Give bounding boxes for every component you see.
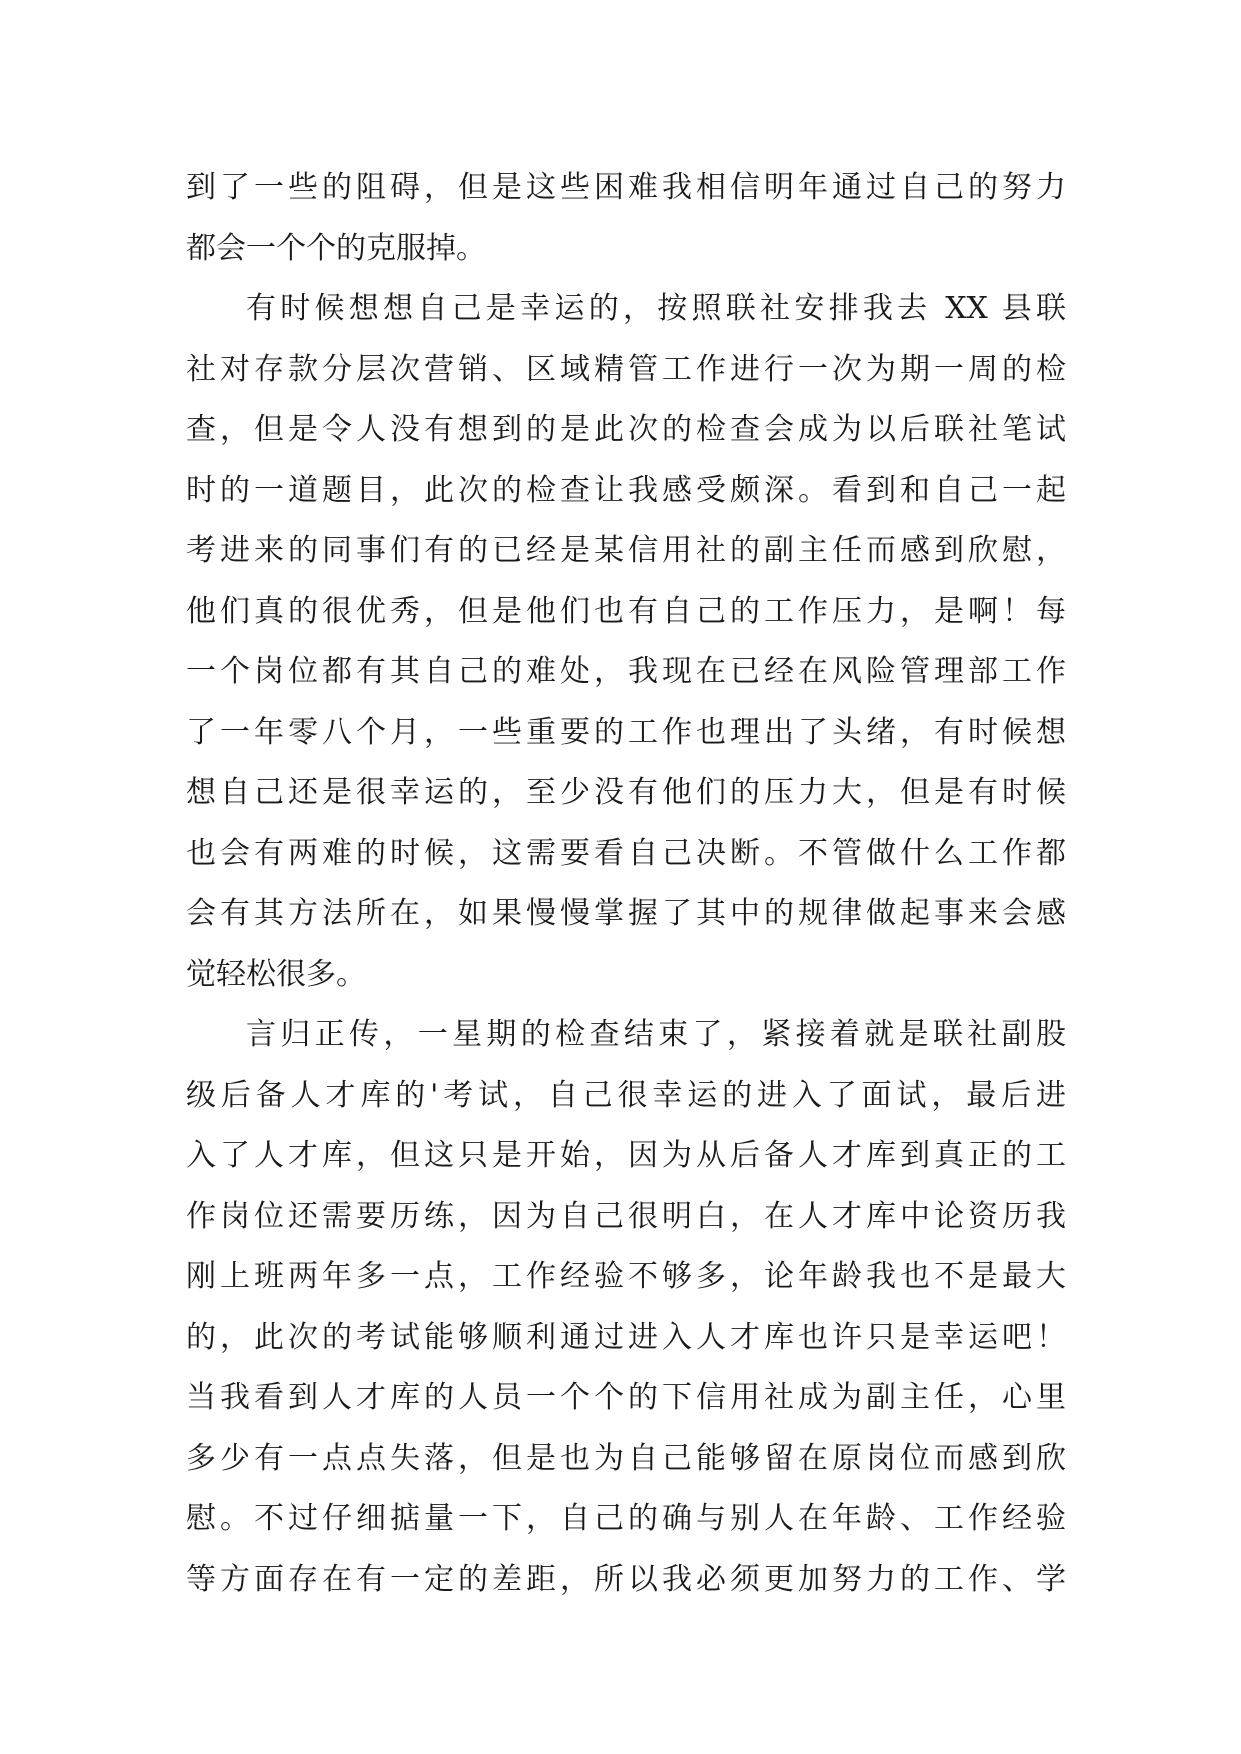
text-line: 一个岗位都有其自己的难处，我现在已经在风险管理部工作: [186, 654, 1066, 689]
text-line: 到了一些的阻碍，但是这些困难我相信明年通过自己的努力: [186, 170, 1066, 205]
paragraph-first-line: 言归正传，一星期的检查结束了，紧接着就是联社副股: [246, 1017, 1066, 1052]
text-line: 刚上班两年多一点，工作经验不够多，论年龄我也不是最大: [186, 1259, 1066, 1294]
paragraph-first-line: 有时候想想自己是幸运的，按照联社安排我去 XX 县联: [246, 291, 1066, 326]
text-line: 会有其方法所在，如果慢慢掌握了其中的规律做起事来会感: [186, 896, 1066, 931]
text-line: 想自己还是很幸运的，至少没有他们的压力大，但是有时候: [186, 775, 1066, 810]
text-line: 他们真的很优秀，但是他们也有自己的工作压力，是啊！每: [186, 593, 1066, 629]
text-line: 级后备人才库的'考试，自己很幸运的进入了面试，最后进: [186, 1077, 1066, 1113]
text-line: 时的一道题目，此次的检查让我感受颇深。看到和自己一起: [186, 472, 1066, 508]
text-line: 了一年零八个月，一些重要的工作也理出了头绪，有时候想: [186, 714, 1066, 750]
body-text: [186, 158, 1066, 1610]
text-line: 觉轻松很多。: [186, 956, 366, 992]
text-line: 查，但是令人没有想到的是此次的检查会成为以后联社笔试: [186, 412, 1066, 447]
text-line: 多少有一点点失落，但是也为自己能够留在原岗位而感到欣: [186, 1440, 1066, 1476]
text-line: 当我看到人才库的人员一个个的下信用社成为副主任，心里: [186, 1380, 1066, 1415]
text-line: 考进来的同事们有的已经是某信用社的副主任而感到欣慰，: [186, 533, 1066, 568]
text-line: 慰。不过仔细掂量一下，自己的确与别人在年龄、工作经验: [186, 1501, 1066, 1536]
text-line: 的，此次的考试能够顺利通过进入人才库也许只是幸运吧！: [186, 1319, 1066, 1355]
text-line: 社对存款分层次营销、区域精管工作进行一次为期一周的检: [186, 351, 1066, 387]
text-line: 都会一个个的克服掉。: [186, 230, 486, 266]
text-line: 等方面存在有一定的差距，所以我必须更加努力的工作、学: [186, 1561, 1066, 1597]
text-line: 入了人才库，但这只是开始，因为从后备人才库到真正的工: [186, 1138, 1066, 1173]
text-line: 作岗位还需要历练，因为自己很明白，在人才库中论资历我: [186, 1198, 1066, 1234]
text-line: 也会有两难的时候，这需要看自己决断。不管做什么工作都: [186, 835, 1066, 871]
